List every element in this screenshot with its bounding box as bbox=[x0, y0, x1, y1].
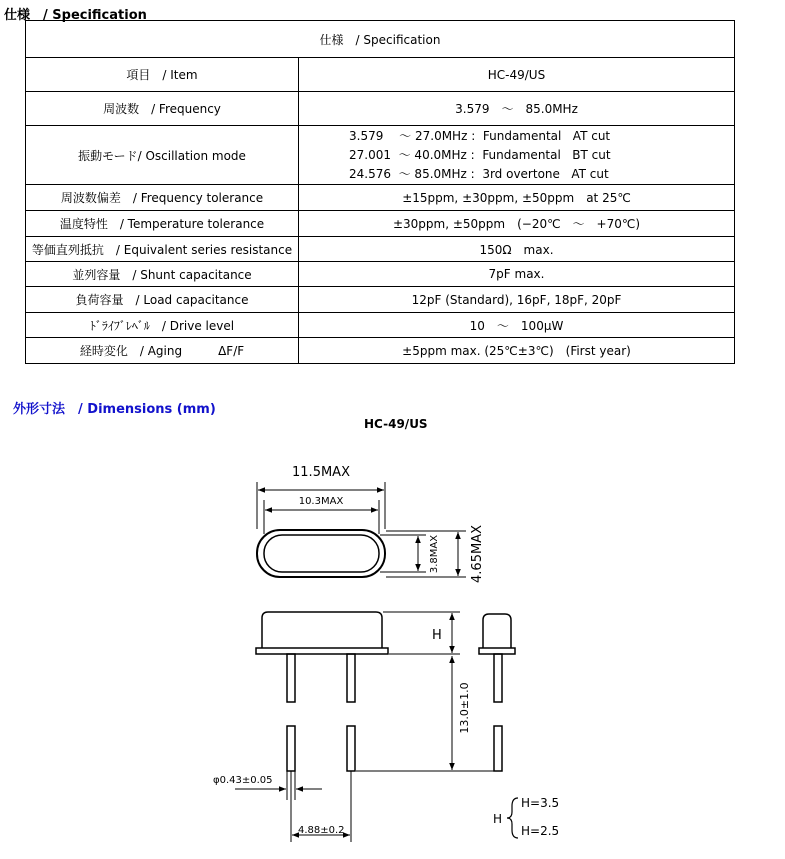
table-row bbox=[26, 211, 735, 237]
row-value-aging: ±5ppm max. (25℃±3℃) (First year) bbox=[299, 338, 735, 364]
table-row bbox=[26, 287, 735, 313]
row-value-esr: 150Ω max. bbox=[299, 237, 735, 262]
lead-end-lower bbox=[494, 726, 502, 771]
legend-brace bbox=[507, 798, 518, 838]
dimension-drawing bbox=[0, 440, 785, 859]
row-value-oscillation-mode bbox=[299, 126, 735, 185]
table-row bbox=[26, 313, 735, 338]
legend-h-label: H bbox=[493, 812, 503, 826]
row-value-temperature-tolerance: ±30ppm, ±50ppm (−20℃ ～ +70℃) bbox=[299, 211, 735, 237]
crystal-top-inner bbox=[264, 535, 379, 572]
row-label-temperature-tolerance: 温度特性 / Temperature tolerance bbox=[26, 211, 299, 237]
crystal-end-base bbox=[479, 648, 515, 654]
crystal-end-body bbox=[483, 614, 511, 648]
row-value-shunt-capacitance: 7pF max. bbox=[299, 262, 735, 287]
row-value-item: HC-49/US bbox=[299, 58, 735, 92]
row-label-item: 項目 / Item bbox=[26, 58, 299, 92]
row-label-drive-level: ﾄﾞﾗｲﾌﾞﾚﾍﾞﾙ / Drive level bbox=[26, 313, 299, 338]
lead-end-upper bbox=[494, 654, 502, 702]
oscillation-mode-line: 27.001 ～ 40.0MHz : Fundamental BT cut bbox=[349, 147, 611, 162]
row-value-frequency-tolerance: ±15ppm, ±30ppm, ±50ppm at 25℃ bbox=[299, 185, 735, 211]
row-value-frequency: 3.579 ～ 85.0MHz bbox=[299, 92, 735, 126]
table-row bbox=[26, 58, 735, 92]
row-label-frequency-tolerance: 周波数偏差 / Frequency tolerance bbox=[26, 185, 299, 211]
lead-length-label: 13.0±1.0 bbox=[458, 682, 471, 734]
row-value-drive-level: 10 ～ 100μW bbox=[299, 313, 735, 338]
specification-heading: 仕様 / Specification bbox=[4, 8, 147, 23]
table-row bbox=[26, 262, 735, 287]
table-header-row bbox=[26, 21, 735, 58]
legend-h2-label: H=2.5 bbox=[521, 824, 560, 838]
table-header: 仕様 / Specification bbox=[26, 21, 735, 58]
crystal-top-outer bbox=[257, 530, 385, 577]
lead-left-lower bbox=[287, 726, 295, 771]
dimensions-heading: 外形寸法 / Dimensions (mm) bbox=[13, 402, 216, 417]
crystal-base bbox=[256, 648, 388, 654]
row-label-aging: 経時変化 / Aging ΔF/F bbox=[26, 338, 299, 364]
table-row bbox=[26, 126, 735, 185]
table-row bbox=[26, 237, 735, 262]
row-label-shunt-capacitance: 並列容量 / Shunt capacitance bbox=[26, 262, 299, 287]
lead-right-upper bbox=[347, 654, 355, 702]
row-label-oscillation-mode: 振動モード/ Oscillation mode bbox=[26, 126, 299, 185]
table-row bbox=[26, 92, 735, 126]
inner-height-label: 3.8MAX bbox=[429, 534, 440, 574]
row-label-esr: 等価直列抵抗 / Equivalent series resistance bbox=[26, 237, 299, 262]
inner-width-label: 10.3MAX bbox=[298, 496, 344, 507]
crystal-body bbox=[262, 612, 382, 648]
row-label-load-capacitance: 負荷容量 / Load capacitance bbox=[26, 287, 299, 313]
h-label: H bbox=[432, 628, 442, 643]
lead-left-upper bbox=[287, 654, 295, 702]
oscillation-mode-line: 3.579 ～ 27.0MHz : Fundamental AT cut bbox=[349, 128, 611, 143]
oscillation-mode-line: 24.576 ～ 85.0MHz : 3rd overtone AT cut bbox=[349, 166, 609, 181]
legend-h1-label: H=3.5 bbox=[521, 796, 560, 810]
table-row bbox=[26, 185, 735, 211]
row-label-frequency: 周波数 / Frequency bbox=[26, 92, 299, 126]
row-value-load-capacitance: 12pF (Standard), 16pF, 18pF, 20pF bbox=[299, 287, 735, 313]
outer-height-label: 4.65MAX bbox=[470, 525, 485, 583]
lead-right-lower bbox=[347, 726, 355, 771]
lead-pitch-label: 4.88±0.2 bbox=[298, 825, 345, 836]
outer-width-label: 11.5MAX bbox=[292, 465, 350, 480]
specification-table bbox=[25, 20, 735, 364]
model-title: HC-49/US bbox=[364, 417, 428, 431]
lead-diameter-label: φ0.43±0.05 bbox=[213, 775, 273, 786]
table-row bbox=[26, 338, 735, 364]
